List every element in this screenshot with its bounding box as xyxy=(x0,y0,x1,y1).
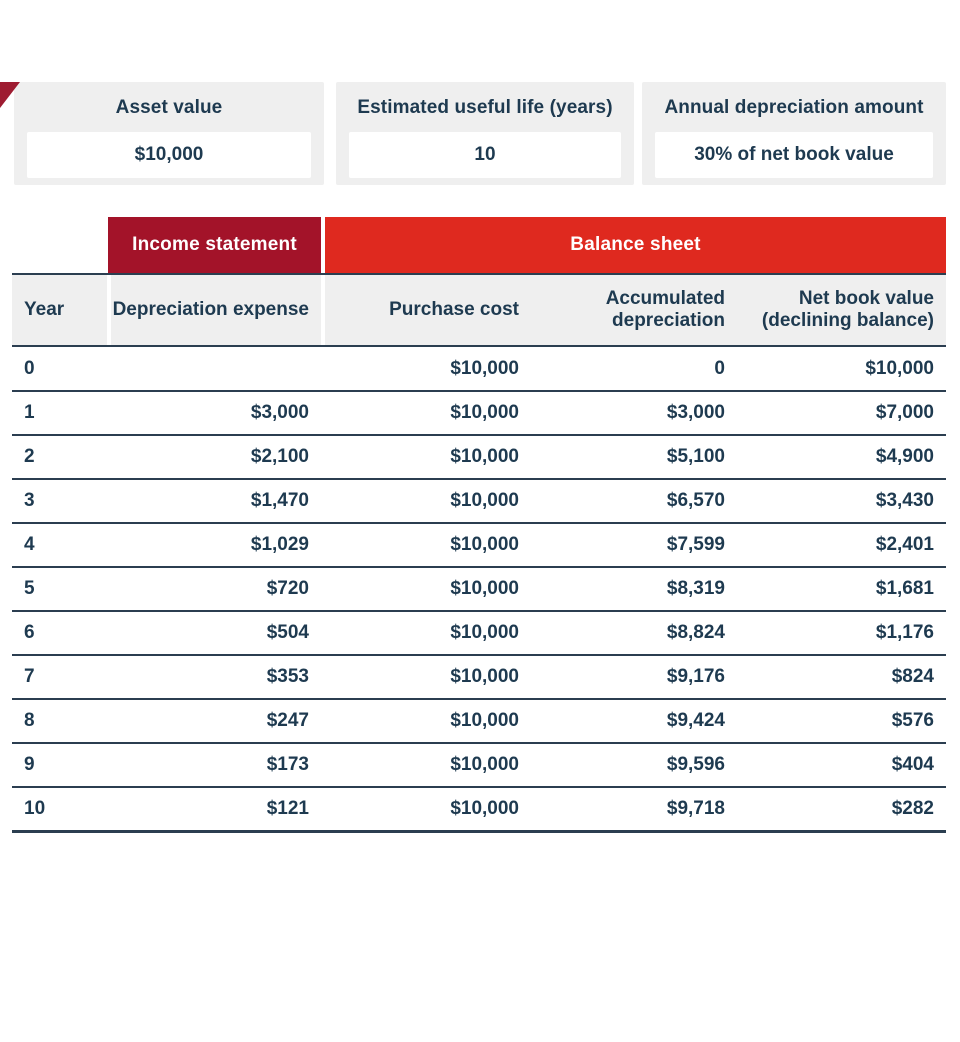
table-row xyxy=(12,611,946,655)
table-row xyxy=(12,479,946,523)
income-statement-group-header: Income statement xyxy=(108,217,321,273)
value-cell xyxy=(107,347,321,391)
year-cell: 1 xyxy=(12,391,107,435)
year-cell: 7 xyxy=(12,655,107,699)
value-cell: $282 xyxy=(737,787,946,831)
value-cell: $720 xyxy=(107,567,321,611)
column-header-row xyxy=(12,273,946,347)
year-cell: 9 xyxy=(12,743,107,787)
value-cell: $10,000 xyxy=(321,435,531,479)
column-header-accumulated-depreciation: Accumulated depreciation xyxy=(531,275,737,345)
column-header-depreciation-expense: Depreciation expense xyxy=(111,275,321,345)
table-row xyxy=(12,523,946,567)
value-cell: $10,000 xyxy=(321,479,531,523)
year-cell: 3 xyxy=(12,479,107,523)
column-header-purchase-cost: Purchase cost xyxy=(325,275,531,345)
summary-cards xyxy=(14,82,960,185)
value-cell: $9,718 xyxy=(531,787,737,831)
group-header-row xyxy=(12,217,946,273)
year-cell: 10 xyxy=(12,787,107,831)
table-row xyxy=(12,435,946,479)
value-cell: $9,596 xyxy=(531,743,737,787)
balance-sheet-column-headers xyxy=(325,275,946,345)
value-cell: $504 xyxy=(107,611,321,655)
value-cell: $5,100 xyxy=(531,435,737,479)
value-cell: $10,000 xyxy=(321,743,531,787)
value-cell: $10,000 xyxy=(321,655,531,699)
column-header-year: Year xyxy=(12,275,107,345)
value-cell: $2,100 xyxy=(107,435,321,479)
year-cell: 2 xyxy=(12,435,107,479)
value-cell: $7,599 xyxy=(531,523,737,567)
balance-sheet-group-header: Balance sheet xyxy=(325,217,946,273)
value-cell: $8,824 xyxy=(531,611,737,655)
table-row xyxy=(12,699,946,743)
value-cell: $1,176 xyxy=(737,611,946,655)
table-row xyxy=(12,567,946,611)
depreciation-schedule-table xyxy=(12,217,946,833)
value-cell: $9,176 xyxy=(531,655,737,699)
value-cell: $3,000 xyxy=(107,391,321,435)
value-cell: $247 xyxy=(107,699,321,743)
table-row xyxy=(12,391,946,435)
table-row xyxy=(12,655,946,699)
value-cell: $404 xyxy=(737,743,946,787)
annual-depreciation-label: Annual depreciation amount xyxy=(664,97,924,118)
value-cell: $10,000 xyxy=(321,787,531,831)
year-cell: 6 xyxy=(12,611,107,655)
value-cell: $1,681 xyxy=(737,567,946,611)
year-cell: 4 xyxy=(12,523,107,567)
year-cell: 5 xyxy=(12,567,107,611)
value-cell: $1,470 xyxy=(107,479,321,523)
column-header-net-book-value: Net book value (declining balance) xyxy=(737,275,946,345)
asset-value-card xyxy=(14,82,324,185)
value-cell: $10,000 xyxy=(737,347,946,391)
value-cell: $7,000 xyxy=(737,391,946,435)
depreciation-data-table xyxy=(12,347,946,833)
group-header-spacer xyxy=(12,217,108,273)
year-cell: 8 xyxy=(12,699,107,743)
value-cell: $353 xyxy=(107,655,321,699)
value-cell: $3,430 xyxy=(737,479,946,523)
table-row xyxy=(12,787,946,831)
useful-life-field[interactable]: 10 xyxy=(349,132,621,178)
value-cell: $1,029 xyxy=(107,523,321,567)
value-cell: 0 xyxy=(531,347,737,391)
value-cell: $173 xyxy=(107,743,321,787)
annual-depreciation-card xyxy=(642,82,946,185)
table-row xyxy=(12,347,946,391)
value-cell: $9,424 xyxy=(531,699,737,743)
value-cell: $10,000 xyxy=(321,347,531,391)
value-cell: $4,900 xyxy=(737,435,946,479)
value-cell: $121 xyxy=(107,787,321,831)
year-cell: 0 xyxy=(12,347,107,391)
corner-logo-mark xyxy=(0,82,20,108)
value-cell: $576 xyxy=(737,699,946,743)
value-cell: $824 xyxy=(737,655,946,699)
table-row xyxy=(12,743,946,787)
value-cell: $2,401 xyxy=(737,523,946,567)
value-cell: $10,000 xyxy=(321,699,531,743)
annual-depreciation-field[interactable]: 30% of net book value xyxy=(655,132,933,178)
asset-value-label: Asset value xyxy=(115,97,223,118)
value-cell: $10,000 xyxy=(321,391,531,435)
value-cell: $3,000 xyxy=(531,391,737,435)
value-cell: $6,570 xyxy=(531,479,737,523)
useful-life-label: Estimated useful life (years) xyxy=(357,97,613,118)
value-cell: $10,000 xyxy=(321,523,531,567)
useful-life-card xyxy=(336,82,634,185)
asset-value-field[interactable]: $10,000 xyxy=(27,132,311,178)
table-body xyxy=(12,347,946,831)
value-cell: $10,000 xyxy=(321,567,531,611)
value-cell: $8,319 xyxy=(531,567,737,611)
value-cell: $10,000 xyxy=(321,611,531,655)
